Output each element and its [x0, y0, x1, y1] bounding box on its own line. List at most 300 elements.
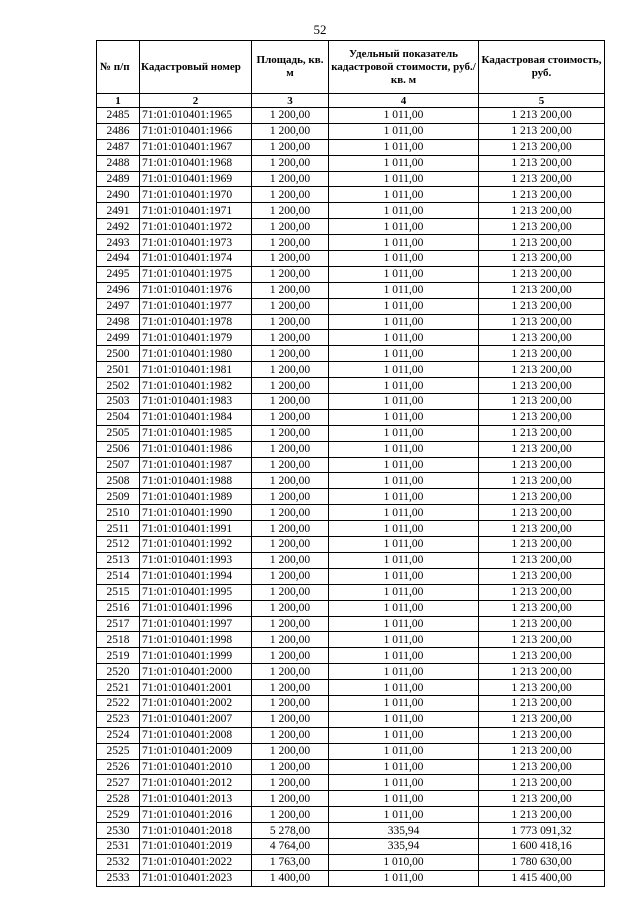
cadastral-number-cell: 71:01:010401:1998 — [140, 632, 252, 648]
specific-value-cell: 1 011,00 — [329, 108, 479, 124]
cadastral-number-cell: 71:01:010401:1985 — [140, 425, 252, 441]
specific-value-cell: 1 011,00 — [329, 282, 479, 298]
table-row — [97, 489, 605, 505]
specific-value-cell: 1 011,00 — [329, 219, 479, 235]
cadastral-number-cell: 71:01:010401:2022 — [140, 854, 252, 870]
row-number-cell: 2531 — [97, 838, 140, 854]
area-cell: 1 200,00 — [252, 314, 329, 330]
header-specific-value: Удельный показатель кадастровой стоимости, руб./кв. м — [329, 41, 479, 94]
table-row — [97, 139, 605, 155]
cadastral-value-cell: 1 213 200,00 — [479, 251, 605, 267]
cadastral-number-cell: 71:01:010401:1988 — [140, 473, 252, 489]
area-cell: 1 200,00 — [252, 711, 329, 727]
table-row — [97, 568, 605, 584]
cadastral-number-cell: 71:01:010401:2019 — [140, 838, 252, 854]
cadastral-value-cell: 1 213 200,00 — [479, 108, 605, 124]
cadastral-value-cell: 1 213 200,00 — [479, 171, 605, 187]
cadastral-number-cell: 71:01:010401:1976 — [140, 282, 252, 298]
row-number-cell: 2494 — [97, 251, 140, 267]
area-cell: 1 200,00 — [252, 171, 329, 187]
table-row — [97, 759, 605, 775]
specific-value-cell: 1 011,00 — [329, 759, 479, 775]
cadastral-number-cell: 71:01:010401:2009 — [140, 743, 252, 759]
area-cell: 1 200,00 — [252, 680, 329, 696]
cadastral-number-cell: 71:01:010401:1967 — [140, 139, 252, 155]
specific-value-cell: 1 011,00 — [329, 330, 479, 346]
cadastral-number-cell: 71:01:010401:1973 — [140, 235, 252, 251]
specific-value-cell: 1 011,00 — [329, 568, 479, 584]
area-cell: 1 200,00 — [252, 378, 329, 394]
area-cell: 1 400,00 — [252, 870, 329, 886]
cadastral-value-cell: 1 213 200,00 — [479, 187, 605, 203]
cadastral-number-cell: 71:01:010401:1993 — [140, 552, 252, 568]
cadastral-value-cell: 1 213 200,00 — [479, 155, 605, 171]
table-row — [97, 219, 605, 235]
cadastral-value-cell: 1 213 200,00 — [479, 632, 605, 648]
specific-value-cell: 1 011,00 — [329, 505, 479, 521]
header-area: Площадь, кв. м — [252, 41, 329, 94]
cadastral-value-cell: 1 213 200,00 — [479, 680, 605, 696]
cadastral-value-table — [96, 40, 605, 887]
row-number-cell: 2491 — [97, 203, 140, 219]
area-cell: 1 200,00 — [252, 537, 329, 553]
page-number: 52 — [313, 22, 327, 37]
cadastral-value-cell: 1 213 200,00 — [479, 203, 605, 219]
area-cell: 1 200,00 — [252, 282, 329, 298]
cadastral-value-cell: 1 213 200,00 — [479, 568, 605, 584]
table-row — [97, 171, 605, 187]
column-number-row — [97, 94, 605, 108]
table-row — [97, 346, 605, 362]
specific-value-cell: 1 011,00 — [329, 537, 479, 553]
area-cell: 1 200,00 — [252, 632, 329, 648]
area-cell: 1 200,00 — [252, 616, 329, 632]
cadastral-number-cell: 71:01:010401:1979 — [140, 330, 252, 346]
table-row — [97, 616, 605, 632]
cadastral-number-cell: 71:01:010401:1983 — [140, 394, 252, 410]
row-number-cell: 2492 — [97, 219, 140, 235]
cadastral-number-cell: 71:01:010401:1989 — [140, 489, 252, 505]
column-number: 2 — [140, 94, 252, 108]
cadastral-number-cell: 71:01:010401:1991 — [140, 521, 252, 537]
row-number-cell: 2529 — [97, 807, 140, 823]
cadastral-value-cell: 1 213 200,00 — [479, 394, 605, 410]
table-row — [97, 187, 605, 203]
specific-value-cell: 1 011,00 — [329, 251, 479, 267]
cadastral-number-cell: 71:01:010401:2002 — [140, 695, 252, 711]
cadastral-number-cell: 71:01:010401:2000 — [140, 664, 252, 680]
cadastral-value-cell: 1 780 630,00 — [479, 854, 605, 870]
table-row — [97, 632, 605, 648]
row-number-cell: 2498 — [97, 314, 140, 330]
header-row-number: № п/п — [97, 41, 140, 94]
cadastral-value-cell: 1 213 200,00 — [479, 616, 605, 632]
table-row — [97, 791, 605, 807]
area-cell: 1 200,00 — [252, 584, 329, 600]
row-number-cell: 2517 — [97, 616, 140, 632]
area-cell: 1 200,00 — [252, 489, 329, 505]
cadastral-number-cell: 71:01:010401:1984 — [140, 409, 252, 425]
specific-value-cell: 1 011,00 — [329, 489, 479, 505]
column-number: 3 — [252, 94, 329, 108]
specific-value-cell: 1 011,00 — [329, 298, 479, 314]
area-cell: 1 200,00 — [252, 807, 329, 823]
row-number-cell: 2514 — [97, 568, 140, 584]
specific-value-cell: 1 011,00 — [329, 727, 479, 743]
row-number-cell: 2527 — [97, 775, 140, 791]
area-cell: 1 200,00 — [252, 346, 329, 362]
cadastral-value-cell: 1 600 418,16 — [479, 838, 605, 854]
area-cell: 1 200,00 — [252, 123, 329, 139]
cadastral-number-cell: 71:01:010401:1977 — [140, 298, 252, 314]
cadastral-value-cell: 1 213 200,00 — [479, 807, 605, 823]
table-row — [97, 775, 605, 791]
specific-value-cell: 1 011,00 — [329, 473, 479, 489]
specific-value-cell: 1 011,00 — [329, 552, 479, 568]
cadastral-number-cell: 71:01:010401:1994 — [140, 568, 252, 584]
table-row — [97, 870, 605, 886]
cadastral-value-cell: 1 415 400,00 — [479, 870, 605, 886]
cadastral-value-cell: 1 213 200,00 — [479, 362, 605, 378]
cadastral-number-cell: 71:01:010401:1970 — [140, 187, 252, 203]
specific-value-cell: 1 011,00 — [329, 521, 479, 537]
row-number-cell: 2502 — [97, 378, 140, 394]
specific-value-cell: 1 011,00 — [329, 171, 479, 187]
row-number-cell: 2486 — [97, 123, 140, 139]
cadastral-value-cell: 1 213 200,00 — [479, 727, 605, 743]
cadastral-value-cell: 1 213 200,00 — [479, 489, 605, 505]
row-number-cell: 2520 — [97, 664, 140, 680]
table-row — [97, 251, 605, 267]
specific-value-cell: 1 011,00 — [329, 425, 479, 441]
row-number-cell: 2504 — [97, 409, 140, 425]
row-number-cell: 2522 — [97, 695, 140, 711]
header-cadastral-value: Кадастровая стоимость, руб. — [479, 41, 605, 94]
specific-value-cell: 1 011,00 — [329, 235, 479, 251]
table-row — [97, 108, 605, 124]
table-row — [97, 711, 605, 727]
cadastral-value-cell: 1 213 200,00 — [479, 521, 605, 537]
cadastral-number-cell: 71:01:010401:2018 — [140, 823, 252, 839]
specific-value-cell: 1 011,00 — [329, 775, 479, 791]
cadastral-number-cell: 71:01:010401:1975 — [140, 266, 252, 282]
area-cell: 1 200,00 — [252, 552, 329, 568]
specific-value-cell: 1 011,00 — [329, 409, 479, 425]
specific-value-cell: 1 010,00 — [329, 854, 479, 870]
row-number-cell: 2495 — [97, 266, 140, 282]
table-row — [97, 203, 605, 219]
area-cell: 1 200,00 — [252, 362, 329, 378]
specific-value-cell: 1 011,00 — [329, 870, 479, 886]
table-row — [97, 854, 605, 870]
area-cell: 1 200,00 — [252, 775, 329, 791]
cadastral-number-cell: 71:01:010401:1969 — [140, 171, 252, 187]
specific-value-cell: 335,94 — [329, 823, 479, 839]
cadastral-value-cell: 1 773 091,32 — [479, 823, 605, 839]
table-row — [97, 743, 605, 759]
cadastral-number-cell: 71:01:010401:1971 — [140, 203, 252, 219]
row-number-cell: 2512 — [97, 537, 140, 553]
row-number-cell: 2506 — [97, 441, 140, 457]
cadastral-value-cell: 1 213 200,00 — [479, 552, 605, 568]
cadastral-number-cell: 71:01:010401:2008 — [140, 727, 252, 743]
specific-value-cell: 1 011,00 — [329, 203, 479, 219]
row-number-cell: 2524 — [97, 727, 140, 743]
cadastral-number-cell: 71:01:010401:1992 — [140, 537, 252, 553]
area-cell: 1 200,00 — [252, 187, 329, 203]
area-cell: 1 200,00 — [252, 791, 329, 807]
specific-value-cell: 1 011,00 — [329, 187, 479, 203]
row-number-cell: 2516 — [97, 600, 140, 616]
specific-value-cell: 1 011,00 — [329, 632, 479, 648]
cadastral-value-cell: 1 213 200,00 — [479, 600, 605, 616]
cadastral-value-cell: 1 213 200,00 — [479, 457, 605, 473]
area-cell: 1 200,00 — [252, 155, 329, 171]
specific-value-cell: 1 011,00 — [329, 394, 479, 410]
cadastral-value-cell: 1 213 200,00 — [479, 584, 605, 600]
cadastral-value-cell: 1 213 200,00 — [479, 473, 605, 489]
table-row — [97, 441, 605, 457]
row-number-cell: 2489 — [97, 171, 140, 187]
cadastral-number-cell: 71:01:010401:1990 — [140, 505, 252, 521]
table-row — [97, 235, 605, 251]
row-number-cell: 2497 — [97, 298, 140, 314]
specific-value-cell: 335,94 — [329, 838, 479, 854]
row-number-cell: 2507 — [97, 457, 140, 473]
area-cell: 4 764,00 — [252, 838, 329, 854]
table-row — [97, 505, 605, 521]
table-row — [97, 727, 605, 743]
cadastral-number-cell: 71:01:010401:1965 — [140, 108, 252, 124]
specific-value-cell: 1 011,00 — [329, 378, 479, 394]
cadastral-value-cell: 1 213 200,00 — [479, 266, 605, 282]
specific-value-cell: 1 011,00 — [329, 791, 479, 807]
cadastral-number-cell: 71:01:010401:1981 — [140, 362, 252, 378]
cadastral-value-cell: 1 213 200,00 — [479, 775, 605, 791]
table-row — [97, 695, 605, 711]
specific-value-cell: 1 011,00 — [329, 807, 479, 823]
row-number-cell: 2518 — [97, 632, 140, 648]
cadastral-value-cell: 1 213 200,00 — [479, 537, 605, 553]
cadastral-number-cell: 71:01:010401:1966 — [140, 123, 252, 139]
cadastral-value-cell: 1 213 200,00 — [479, 743, 605, 759]
area-cell: 1 200,00 — [252, 409, 329, 425]
table-row — [97, 473, 605, 489]
row-number-cell: 2519 — [97, 648, 140, 664]
cadastral-number-cell: 71:01:010401:1968 — [140, 155, 252, 171]
specific-value-cell: 1 011,00 — [329, 695, 479, 711]
cadastral-value-cell: 1 213 200,00 — [479, 791, 605, 807]
cadastral-number-cell: 71:01:010401:1974 — [140, 251, 252, 267]
specific-value-cell: 1 011,00 — [329, 441, 479, 457]
table-row — [97, 648, 605, 664]
area-cell: 1 200,00 — [252, 600, 329, 616]
table-row — [97, 394, 605, 410]
row-number-cell: 2503 — [97, 394, 140, 410]
table-row — [97, 537, 605, 553]
row-number-cell: 2528 — [97, 791, 140, 807]
row-number-cell: 2487 — [97, 139, 140, 155]
table-row — [97, 807, 605, 823]
row-number-cell: 2523 — [97, 711, 140, 727]
table-row — [97, 823, 605, 839]
specific-value-cell: 1 011,00 — [329, 155, 479, 171]
cadastral-number-cell: 71:01:010401:1996 — [140, 600, 252, 616]
row-number-cell: 2513 — [97, 552, 140, 568]
cadastral-number-cell: 71:01:010401:1980 — [140, 346, 252, 362]
area-cell: 1 200,00 — [252, 139, 329, 155]
cadastral-number-cell: 71:01:010401:2001 — [140, 680, 252, 696]
table-row — [97, 521, 605, 537]
table-row — [97, 282, 605, 298]
area-cell: 1 200,00 — [252, 664, 329, 680]
table-row — [97, 155, 605, 171]
area-cell: 1 200,00 — [252, 695, 329, 711]
specific-value-cell: 1 011,00 — [329, 743, 479, 759]
column-number: 5 — [479, 94, 605, 108]
row-number-cell: 2509 — [97, 489, 140, 505]
row-number-cell: 2499 — [97, 330, 140, 346]
cadastral-value-cell: 1 213 200,00 — [479, 314, 605, 330]
row-number-cell: 2496 — [97, 282, 140, 298]
area-cell: 1 200,00 — [252, 219, 329, 235]
row-number-cell: 2532 — [97, 854, 140, 870]
table-body — [97, 108, 605, 887]
area-cell: 1 200,00 — [252, 298, 329, 314]
row-number-cell: 2510 — [97, 505, 140, 521]
cadastral-value-cell: 1 213 200,00 — [479, 123, 605, 139]
row-number-cell: 2501 — [97, 362, 140, 378]
row-number-cell: 2521 — [97, 680, 140, 696]
specific-value-cell: 1 011,00 — [329, 457, 479, 473]
table-row — [97, 123, 605, 139]
row-number-cell: 2505 — [97, 425, 140, 441]
area-cell: 1 200,00 — [252, 394, 329, 410]
table-row — [97, 584, 605, 600]
row-number-cell: 2533 — [97, 870, 140, 886]
area-cell: 1 200,00 — [252, 251, 329, 267]
table-row — [97, 457, 605, 473]
row-number-cell: 2515 — [97, 584, 140, 600]
area-cell: 1 200,00 — [252, 203, 329, 219]
area-cell: 1 200,00 — [252, 568, 329, 584]
area-cell: 1 200,00 — [252, 743, 329, 759]
row-number-cell: 2500 — [97, 346, 140, 362]
cadastral-number-cell: 71:01:010401:2016 — [140, 807, 252, 823]
specific-value-cell: 1 011,00 — [329, 266, 479, 282]
column-number: 1 — [97, 94, 140, 108]
table-header-row — [97, 41, 605, 94]
area-cell: 5 278,00 — [252, 823, 329, 839]
area-cell: 1 200,00 — [252, 505, 329, 521]
specific-value-cell: 1 011,00 — [329, 314, 479, 330]
cadastral-number-cell: 71:01:010401:1987 — [140, 457, 252, 473]
specific-value-cell: 1 011,00 — [329, 346, 479, 362]
area-cell: 1 200,00 — [252, 330, 329, 346]
table-row — [97, 664, 605, 680]
specific-value-cell: 1 011,00 — [329, 362, 479, 378]
table-row — [97, 600, 605, 616]
row-number-cell: 2508 — [97, 473, 140, 489]
specific-value-cell: 1 011,00 — [329, 648, 479, 664]
specific-value-cell: 1 011,00 — [329, 664, 479, 680]
cadastral-number-cell: 71:01:010401:1982 — [140, 378, 252, 394]
specific-value-cell: 1 011,00 — [329, 139, 479, 155]
cadastral-number-cell: 71:01:010401:2010 — [140, 759, 252, 775]
table-row — [97, 298, 605, 314]
table-row — [97, 314, 605, 330]
table-row — [97, 362, 605, 378]
area-cell: 1 200,00 — [252, 457, 329, 473]
area-cell: 1 200,00 — [252, 759, 329, 775]
cadastral-number-cell: 71:01:010401:2023 — [140, 870, 252, 886]
specific-value-cell: 1 011,00 — [329, 584, 479, 600]
area-cell: 1 200,00 — [252, 473, 329, 489]
table-row — [97, 330, 605, 346]
cadastral-value-cell: 1 213 200,00 — [479, 664, 605, 680]
cadastral-value-cell: 1 213 200,00 — [479, 139, 605, 155]
row-number-cell: 2493 — [97, 235, 140, 251]
cadastral-number-cell: 71:01:010401:2007 — [140, 711, 252, 727]
area-cell: 1 200,00 — [252, 235, 329, 251]
area-cell: 1 200,00 — [252, 521, 329, 537]
table-row — [97, 838, 605, 854]
cadastral-number-cell: 71:01:010401:1997 — [140, 616, 252, 632]
row-number-cell: 2490 — [97, 187, 140, 203]
cadastral-number-cell: 71:01:010401:2013 — [140, 791, 252, 807]
area-cell: 1 200,00 — [252, 727, 329, 743]
cadastral-number-cell: 71:01:010401:1972 — [140, 219, 252, 235]
cadastral-value-cell: 1 213 200,00 — [479, 648, 605, 664]
table-row — [97, 425, 605, 441]
cadastral-value-cell: 1 213 200,00 — [479, 505, 605, 521]
specific-value-cell: 1 011,00 — [329, 680, 479, 696]
header-cadastral-number: Кадастровый номер — [140, 41, 252, 94]
column-number: 4 — [329, 94, 479, 108]
table-row — [97, 552, 605, 568]
cadastral-value-cell: 1 213 200,00 — [479, 711, 605, 727]
cadastral-value-cell: 1 213 200,00 — [479, 219, 605, 235]
cadastral-value-cell: 1 213 200,00 — [479, 330, 605, 346]
table-row — [97, 680, 605, 696]
cadastral-value-cell: 1 213 200,00 — [479, 346, 605, 362]
area-cell: 1 200,00 — [252, 108, 329, 124]
row-number-cell: 2488 — [97, 155, 140, 171]
specific-value-cell: 1 011,00 — [329, 616, 479, 632]
cadastral-value-cell: 1 213 200,00 — [479, 695, 605, 711]
table-row — [97, 409, 605, 425]
cadastral-value-cell: 1 213 200,00 — [479, 409, 605, 425]
cadastral-number-cell: 71:01:010401:1978 — [140, 314, 252, 330]
cadastral-value-cell: 1 213 200,00 — [479, 282, 605, 298]
row-number-cell: 2526 — [97, 759, 140, 775]
cadastral-number-cell: 71:01:010401:1995 — [140, 584, 252, 600]
cadastral-number-cell: 71:01:010401:1986 — [140, 441, 252, 457]
table-row — [97, 266, 605, 282]
area-cell: 1 200,00 — [252, 648, 329, 664]
area-cell: 1 200,00 — [252, 441, 329, 457]
row-number-cell: 2511 — [97, 521, 140, 537]
cadastral-value-cell: 1 213 200,00 — [479, 378, 605, 394]
row-number-cell: 2485 — [97, 108, 140, 124]
table-row — [97, 378, 605, 394]
specific-value-cell: 1 011,00 — [329, 600, 479, 616]
row-number-cell: 2525 — [97, 743, 140, 759]
cadastral-value-cell: 1 213 200,00 — [479, 425, 605, 441]
specific-value-cell: 1 011,00 — [329, 123, 479, 139]
row-number-cell: 2530 — [97, 823, 140, 839]
area-cell: 1 200,00 — [252, 266, 329, 282]
